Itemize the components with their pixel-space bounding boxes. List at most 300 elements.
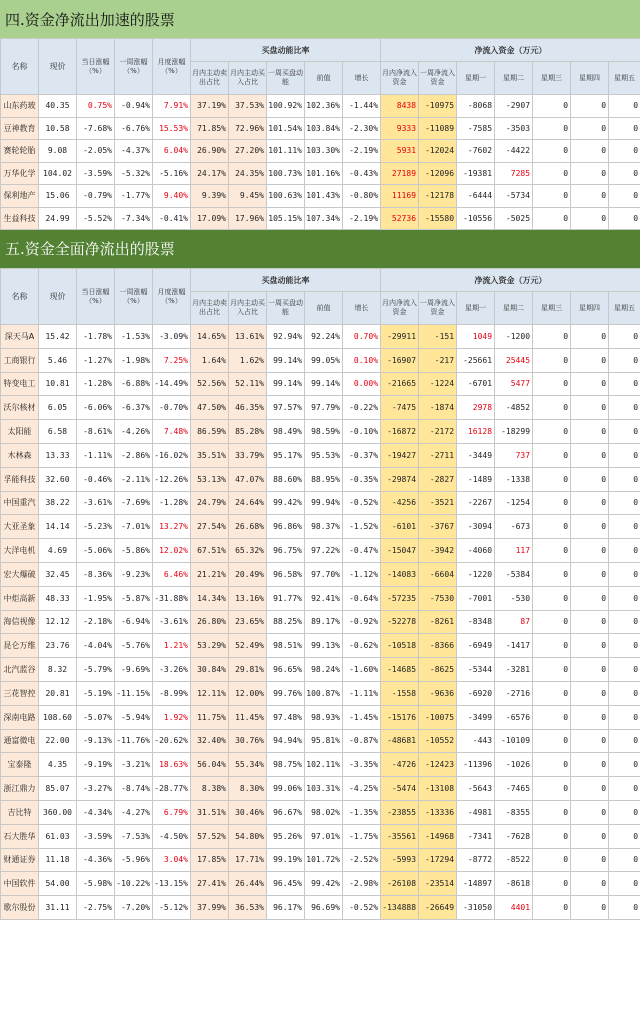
friday-flow-cell: 0 bbox=[609, 539, 640, 563]
wednesday-flow-cell: 0 bbox=[533, 396, 571, 420]
tuesday-flow-cell: -8618 bbox=[495, 872, 533, 896]
thursday-flow-cell: 0 bbox=[571, 539, 609, 563]
table-row bbox=[1, 515, 640, 539]
month-change-cell: 1.92% bbox=[153, 705, 191, 729]
monday-flow-cell: -8348 bbox=[457, 610, 495, 634]
growth-cell: -2.52% bbox=[343, 848, 381, 872]
growth-cell: -0.64% bbox=[343, 586, 381, 610]
month-sell-ratio-cell: 52.56% bbox=[191, 372, 229, 396]
friday-flow-cell: 0 bbox=[609, 325, 640, 349]
tuesday-flow-cell: -3281 bbox=[495, 658, 533, 682]
price-cell: 4.35 bbox=[39, 753, 77, 777]
month-inflow-cell: -26108 bbox=[381, 872, 419, 896]
month-change-cell: 6.46% bbox=[153, 562, 191, 586]
week-inflow-cell: -3942 bbox=[419, 539, 457, 563]
monday-flow-cell: -11396 bbox=[457, 753, 495, 777]
month-buy-ratio-cell: 9.45% bbox=[229, 185, 267, 208]
month-change-cell: 7.91% bbox=[153, 95, 191, 118]
monday-flow-cell: -4981 bbox=[457, 800, 495, 824]
week-change-cell: -11.15% bbox=[115, 681, 153, 705]
month-inflow-cell: 9333 bbox=[381, 117, 419, 140]
price-cell: 32.45 bbox=[39, 562, 77, 586]
wednesday-flow-cell: 0 bbox=[533, 539, 571, 563]
week-momentum-cell: 96.67% bbox=[267, 800, 305, 824]
week-momentum-cell: 97.57% bbox=[267, 396, 305, 420]
stock-name-cell: 海信视像 bbox=[1, 610, 39, 634]
month-buy-ratio-cell: 26.68% bbox=[229, 515, 267, 539]
week-inflow-cell: -2172 bbox=[419, 420, 457, 444]
month-inflow-cell: -5993 bbox=[381, 848, 419, 872]
stock-name-cell: 浙江鼎力 bbox=[1, 777, 39, 801]
monday-flow-cell: 16128 bbox=[457, 420, 495, 444]
thursday-flow-cell: 0 bbox=[571, 681, 609, 705]
friday-flow-cell: 0 bbox=[609, 348, 640, 372]
month-change-cell: 3.04% bbox=[153, 848, 191, 872]
month-buy-ratio-cell: 26.44% bbox=[229, 872, 267, 896]
growth-cell: -0.80% bbox=[343, 185, 381, 208]
prev-value-cell: 89.17% bbox=[305, 610, 343, 634]
day-change-cell: -1.95% bbox=[77, 586, 115, 610]
month-change-cell: -3.61% bbox=[153, 610, 191, 634]
wednesday-flow-cell: 0 bbox=[533, 896, 571, 920]
month-sell-ratio-cell: 27.54% bbox=[191, 515, 229, 539]
prev-value-cell: 98.37% bbox=[305, 515, 343, 539]
day-change-cell: -8.61% bbox=[77, 420, 115, 444]
day-change-cell: -4.36% bbox=[77, 848, 115, 872]
week-inflow-cell: -3521 bbox=[419, 491, 457, 515]
week-change-cell: -4.37% bbox=[115, 140, 153, 163]
month-sell-ratio-cell: 1.64% bbox=[191, 348, 229, 372]
month-sell-ratio-cell: 53.13% bbox=[191, 467, 229, 491]
col-wednesday: 星期三 bbox=[533, 292, 571, 325]
table-row bbox=[1, 586, 640, 610]
day-change-cell: -4.34% bbox=[77, 800, 115, 824]
prev-value-cell: 92.24% bbox=[305, 325, 343, 349]
week-momentum-cell: 94.94% bbox=[267, 729, 305, 753]
price-cell: 10.58 bbox=[39, 117, 77, 140]
week-inflow-cell: -8625 bbox=[419, 658, 457, 682]
wednesday-flow-cell: 0 bbox=[533, 372, 571, 396]
thursday-flow-cell: 0 bbox=[571, 610, 609, 634]
month-sell-ratio-cell: 32.40% bbox=[191, 729, 229, 753]
col-week-momentum: 一周买盘动能 bbox=[267, 292, 305, 325]
monday-flow-cell: -3094 bbox=[457, 515, 495, 539]
tuesday-flow-cell: 117 bbox=[495, 539, 533, 563]
prev-value-cell: 92.41% bbox=[305, 586, 343, 610]
wednesday-flow-cell: 0 bbox=[533, 325, 571, 349]
tuesday-flow-cell: -1026 bbox=[495, 753, 533, 777]
month-inflow-cell: -21665 bbox=[381, 372, 419, 396]
stock-name-cell: 万华化学 bbox=[1, 162, 39, 185]
thursday-flow-cell: 0 bbox=[571, 443, 609, 467]
buy-ratio-group-header: 买盘动能比率 bbox=[191, 269, 381, 292]
prev-value-cell: 102.36% bbox=[305, 95, 343, 118]
thursday-flow-cell: 0 bbox=[571, 729, 609, 753]
month-sell-ratio-cell: 71.85% bbox=[191, 117, 229, 140]
week-inflow-cell: -26649 bbox=[419, 896, 457, 920]
week-change-cell: -4.27% bbox=[115, 800, 153, 824]
growth-cell: -0.52% bbox=[343, 491, 381, 515]
table-row bbox=[1, 420, 640, 444]
price-cell: 15.06 bbox=[39, 185, 77, 208]
week-momentum-cell: 88.60% bbox=[267, 467, 305, 491]
growth-cell: -1.11% bbox=[343, 681, 381, 705]
stock-name-cell: 孚能科技 bbox=[1, 467, 39, 491]
table-row bbox=[1, 777, 640, 801]
monday-flow-cell: -6701 bbox=[457, 372, 495, 396]
table-row bbox=[1, 443, 640, 467]
week-change-cell: -6.37% bbox=[115, 396, 153, 420]
prev-value-cell: 101.72% bbox=[305, 848, 343, 872]
col-friday: 星期五 bbox=[609, 292, 640, 325]
friday-flow-cell: 0 bbox=[609, 185, 640, 208]
friday-flow-cell: 0 bbox=[609, 896, 640, 920]
price-cell: 31.11 bbox=[39, 896, 77, 920]
thursday-flow-cell: 0 bbox=[571, 753, 609, 777]
day-change-cell: -5.19% bbox=[77, 681, 115, 705]
day-change-cell: -3.59% bbox=[77, 824, 115, 848]
tuesday-flow-cell: -18299 bbox=[495, 420, 533, 444]
stock-name-cell: 中国软件 bbox=[1, 872, 39, 896]
week-change-cell: -5.76% bbox=[115, 634, 153, 658]
month-buy-ratio-cell: 85.28% bbox=[229, 420, 267, 444]
tuesday-flow-cell: -5025 bbox=[495, 207, 533, 230]
price-cell: 48.33 bbox=[39, 586, 77, 610]
table-row bbox=[1, 140, 640, 163]
week-momentum-cell: 99.76% bbox=[267, 681, 305, 705]
col-monday: 星期一 bbox=[457, 292, 495, 325]
month-change-cell: -5.12% bbox=[153, 896, 191, 920]
monday-flow-cell: -3499 bbox=[457, 705, 495, 729]
section2-body bbox=[1, 325, 640, 920]
wednesday-flow-cell: 0 bbox=[533, 348, 571, 372]
tuesday-flow-cell: -8355 bbox=[495, 800, 533, 824]
friday-flow-cell: 0 bbox=[609, 491, 640, 515]
week-inflow-cell: -6604 bbox=[419, 562, 457, 586]
tuesday-flow-cell: -2907 bbox=[495, 95, 533, 118]
col-week-momentum: 一周买盘动能 bbox=[267, 62, 305, 95]
price-cell: 9.08 bbox=[39, 140, 77, 163]
friday-flow-cell: 0 bbox=[609, 705, 640, 729]
friday-flow-cell: 0 bbox=[609, 872, 640, 896]
growth-cell: -3.35% bbox=[343, 753, 381, 777]
week-momentum-cell: 96.17% bbox=[267, 896, 305, 920]
tuesday-flow-cell: -1417 bbox=[495, 634, 533, 658]
month-sell-ratio-cell: 56.04% bbox=[191, 753, 229, 777]
stock-name-cell: 生益科技 bbox=[1, 207, 39, 230]
growth-cell: -0.22% bbox=[343, 396, 381, 420]
month-buy-ratio-cell: 72.96% bbox=[229, 117, 267, 140]
day-change-cell: -0.46% bbox=[77, 467, 115, 491]
month-buy-ratio-cell: 29.81% bbox=[229, 658, 267, 682]
day-change-cell: -5.06% bbox=[77, 539, 115, 563]
month-inflow-cell: -1558 bbox=[381, 681, 419, 705]
stock-name-cell: 保利地产 bbox=[1, 185, 39, 208]
stock-name-cell: 深天马A bbox=[1, 325, 39, 349]
day-change-cell: -3.59% bbox=[77, 162, 115, 185]
week-momentum-cell: 95.26% bbox=[267, 824, 305, 848]
growth-cell: 0.00% bbox=[343, 372, 381, 396]
month-buy-ratio-cell: 54.80% bbox=[229, 824, 267, 848]
prev-value-cell: 98.59% bbox=[305, 420, 343, 444]
table-row bbox=[1, 207, 640, 230]
prev-value-cell: 107.34% bbox=[305, 207, 343, 230]
price-cell: 20.81 bbox=[39, 681, 77, 705]
growth-cell: -2.19% bbox=[343, 207, 381, 230]
month-inflow-cell: -16907 bbox=[381, 348, 419, 372]
day-change-cell: -2.75% bbox=[77, 896, 115, 920]
prev-value-cell: 102.11% bbox=[305, 753, 343, 777]
stock-name-cell: 山东药玻 bbox=[1, 95, 39, 118]
monday-flow-cell: -19381 bbox=[457, 162, 495, 185]
thursday-flow-cell: 0 bbox=[571, 848, 609, 872]
price-cell: 5.46 bbox=[39, 348, 77, 372]
month-change-cell: 9.40% bbox=[153, 185, 191, 208]
day-change-cell: -2.05% bbox=[77, 140, 115, 163]
growth-cell: -0.87% bbox=[343, 729, 381, 753]
monday-flow-cell: -8068 bbox=[457, 95, 495, 118]
week-momentum-cell: 101.11% bbox=[267, 140, 305, 163]
week-inflow-cell: -1224 bbox=[419, 372, 457, 396]
month-sell-ratio-cell: 17.09% bbox=[191, 207, 229, 230]
price-cell: 24.99 bbox=[39, 207, 77, 230]
wednesday-flow-cell: 0 bbox=[533, 872, 571, 896]
week-inflow-cell: -1874 bbox=[419, 396, 457, 420]
thursday-flow-cell: 0 bbox=[571, 420, 609, 444]
week-momentum-cell: 105.15% bbox=[267, 207, 305, 230]
prev-value-cell: 103.30% bbox=[305, 140, 343, 163]
month-inflow-cell: -10518 bbox=[381, 634, 419, 658]
week-inflow-cell: -17294 bbox=[419, 848, 457, 872]
stock-name-cell: 吉比特 bbox=[1, 800, 39, 824]
price-cell: 360.00 bbox=[39, 800, 77, 824]
month-inflow-cell: -4256 bbox=[381, 491, 419, 515]
thursday-flow-cell: 0 bbox=[571, 634, 609, 658]
col-week-inflow: 一周净流入资金 bbox=[419, 62, 457, 95]
tuesday-flow-cell: -1254 bbox=[495, 491, 533, 515]
week-inflow-cell: -217 bbox=[419, 348, 457, 372]
growth-cell: -1.45% bbox=[343, 705, 381, 729]
growth-cell: 0.10% bbox=[343, 348, 381, 372]
week-momentum-cell: 99.14% bbox=[267, 372, 305, 396]
friday-flow-cell: 0 bbox=[609, 372, 640, 396]
col-thursday: 星期四 bbox=[571, 62, 609, 95]
week-change-cell: -5.87% bbox=[115, 586, 153, 610]
monday-flow-cell: -10556 bbox=[457, 207, 495, 230]
month-change-cell: 12.02% bbox=[153, 539, 191, 563]
month-inflow-cell: 52736 bbox=[381, 207, 419, 230]
week-inflow-cell: -23514 bbox=[419, 872, 457, 896]
wednesday-flow-cell: 0 bbox=[533, 777, 571, 801]
table-row bbox=[1, 95, 640, 118]
price-cell: 38.22 bbox=[39, 491, 77, 515]
thursday-flow-cell: 0 bbox=[571, 117, 609, 140]
thursday-flow-cell: 0 bbox=[571, 586, 609, 610]
friday-flow-cell: 0 bbox=[609, 140, 640, 163]
stock-name-cell: 豆神教育 bbox=[1, 117, 39, 140]
thursday-flow-cell: 0 bbox=[571, 348, 609, 372]
monday-flow-cell: -14897 bbox=[457, 872, 495, 896]
month-change-cell: -5.16% bbox=[153, 162, 191, 185]
month-sell-ratio-cell: 30.84% bbox=[191, 658, 229, 682]
month-inflow-cell: -23855 bbox=[381, 800, 419, 824]
col-month-sell-ratio: 月内主动卖出占比 bbox=[191, 292, 229, 325]
section1-title: 四.资金净流出加速的股票 bbox=[0, 0, 640, 38]
week-inflow-cell: -2827 bbox=[419, 467, 457, 491]
month-inflow-cell: -19427 bbox=[381, 443, 419, 467]
week-change-cell: -0.94% bbox=[115, 95, 153, 118]
thursday-flow-cell: 0 bbox=[571, 562, 609, 586]
week-inflow-cell: -13336 bbox=[419, 800, 457, 824]
monday-flow-cell: -3449 bbox=[457, 443, 495, 467]
thursday-flow-cell: 0 bbox=[571, 896, 609, 920]
price-cell: 10.81 bbox=[39, 372, 77, 396]
week-change-cell: -1.77% bbox=[115, 185, 153, 208]
friday-flow-cell: 0 bbox=[609, 681, 640, 705]
tuesday-flow-cell: -5384 bbox=[495, 562, 533, 586]
month-sell-ratio-cell: 12.11% bbox=[191, 681, 229, 705]
month-change-cell: -4.50% bbox=[153, 824, 191, 848]
stock-name-cell: 太阳能 bbox=[1, 420, 39, 444]
week-momentum-cell: 99.06% bbox=[267, 777, 305, 801]
tuesday-flow-cell: 4401 bbox=[495, 896, 533, 920]
day-change-cell: -1.27% bbox=[77, 348, 115, 372]
wednesday-flow-cell: 0 bbox=[533, 610, 571, 634]
friday-flow-cell: 0 bbox=[609, 95, 640, 118]
table-row bbox=[1, 658, 640, 682]
week-change-cell: -5.96% bbox=[115, 848, 153, 872]
table-row bbox=[1, 185, 640, 208]
thursday-flow-cell: 0 bbox=[571, 658, 609, 682]
month-sell-ratio-cell: 8.38% bbox=[191, 777, 229, 801]
month-change-cell: 15.53% bbox=[153, 117, 191, 140]
col-week-change: 一周涨幅（%） bbox=[115, 39, 153, 95]
month-inflow-cell: -35561 bbox=[381, 824, 419, 848]
month-buy-ratio-cell: 24.64% bbox=[229, 491, 267, 515]
month-buy-ratio-cell: 33.79% bbox=[229, 443, 267, 467]
month-buy-ratio-cell: 46.35% bbox=[229, 396, 267, 420]
price-cell: 85.07 bbox=[39, 777, 77, 801]
month-sell-ratio-cell: 57.52% bbox=[191, 824, 229, 848]
net-inflow-group-header: 净流入资金（万元） bbox=[381, 269, 640, 292]
month-sell-ratio-cell: 14.65% bbox=[191, 325, 229, 349]
friday-flow-cell: 0 bbox=[609, 562, 640, 586]
table-row bbox=[1, 800, 640, 824]
month-change-cell: -1.28% bbox=[153, 491, 191, 515]
week-momentum-cell: 88.25% bbox=[267, 610, 305, 634]
prev-value-cell: 98.02% bbox=[305, 800, 343, 824]
col-tuesday: 星期二 bbox=[495, 62, 533, 95]
thursday-flow-cell: 0 bbox=[571, 396, 609, 420]
week-momentum-cell: 99.19% bbox=[267, 848, 305, 872]
month-sell-ratio-cell: 27.41% bbox=[191, 872, 229, 896]
month-inflow-cell: -14083 bbox=[381, 562, 419, 586]
price-cell: 61.03 bbox=[39, 824, 77, 848]
month-sell-ratio-cell: 9.39% bbox=[191, 185, 229, 208]
section1-body bbox=[1, 95, 640, 230]
month-change-cell: 6.04% bbox=[153, 140, 191, 163]
month-inflow-cell: -57235 bbox=[381, 586, 419, 610]
growth-cell: -0.47% bbox=[343, 539, 381, 563]
month-inflow-cell: -7475 bbox=[381, 396, 419, 420]
prev-value-cell: 97.70% bbox=[305, 562, 343, 586]
monday-flow-cell: -5344 bbox=[457, 658, 495, 682]
friday-flow-cell: 0 bbox=[609, 515, 640, 539]
friday-flow-cell: 0 bbox=[609, 586, 640, 610]
month-buy-ratio-cell: 47.07% bbox=[229, 467, 267, 491]
month-change-cell: -28.77% bbox=[153, 777, 191, 801]
month-buy-ratio-cell: 8.30% bbox=[229, 777, 267, 801]
month-change-cell: -16.02% bbox=[153, 443, 191, 467]
growth-cell: -1.12% bbox=[343, 562, 381, 586]
prev-value-cell: 101.16% bbox=[305, 162, 343, 185]
week-change-cell: -1.53% bbox=[115, 325, 153, 349]
week-change-cell: -4.26% bbox=[115, 420, 153, 444]
prev-value-cell: 96.69% bbox=[305, 896, 343, 920]
prev-value-cell: 99.94% bbox=[305, 491, 343, 515]
tuesday-flow-cell: -4422 bbox=[495, 140, 533, 163]
month-buy-ratio-cell: 11.45% bbox=[229, 705, 267, 729]
prev-value-cell: 100.87% bbox=[305, 681, 343, 705]
table-row bbox=[1, 681, 640, 705]
growth-cell: -2.98% bbox=[343, 872, 381, 896]
growth-cell: -0.62% bbox=[343, 634, 381, 658]
prev-value-cell: 97.79% bbox=[305, 396, 343, 420]
month-sell-ratio-cell: 11.75% bbox=[191, 705, 229, 729]
day-change-cell: -3.27% bbox=[77, 777, 115, 801]
month-inflow-cell: -29874 bbox=[381, 467, 419, 491]
stock-name-cell: 宝泰隆 bbox=[1, 753, 39, 777]
month-buy-ratio-cell: 1.62% bbox=[229, 348, 267, 372]
monday-flow-cell: -443 bbox=[457, 729, 495, 753]
tuesday-flow-cell: -7628 bbox=[495, 824, 533, 848]
month-inflow-cell: -4726 bbox=[381, 753, 419, 777]
month-sell-ratio-cell: 17.85% bbox=[191, 848, 229, 872]
stock-name-cell: 宏大爆破 bbox=[1, 562, 39, 586]
col-prev-value: 前值 bbox=[305, 62, 343, 95]
table-row bbox=[1, 491, 640, 515]
col-month-change: 月度涨幅（%） bbox=[153, 39, 191, 95]
friday-flow-cell: 0 bbox=[609, 824, 640, 848]
wednesday-flow-cell: 0 bbox=[533, 586, 571, 610]
col-month-buy-ratio: 月内主动买入占比 bbox=[229, 292, 267, 325]
week-momentum-cell: 95.17% bbox=[267, 443, 305, 467]
friday-flow-cell: 0 bbox=[609, 396, 640, 420]
price-cell: 4.69 bbox=[39, 539, 77, 563]
week-inflow-cell: -10975 bbox=[419, 95, 457, 118]
col-thursday: 星期四 bbox=[571, 292, 609, 325]
growth-cell: -2.30% bbox=[343, 117, 381, 140]
tuesday-flow-cell: -530 bbox=[495, 586, 533, 610]
stock-name-cell: 中国重汽 bbox=[1, 491, 39, 515]
day-change-cell: -1.78% bbox=[77, 325, 115, 349]
tuesday-flow-cell: 87 bbox=[495, 610, 533, 634]
stock-name-cell: 木林森 bbox=[1, 443, 39, 467]
thursday-flow-cell: 0 bbox=[571, 162, 609, 185]
day-change-cell: -1.11% bbox=[77, 443, 115, 467]
month-sell-ratio-cell: 47.50% bbox=[191, 396, 229, 420]
month-buy-ratio-cell: 20.49% bbox=[229, 562, 267, 586]
day-change-cell: -5.79% bbox=[77, 658, 115, 682]
growth-cell: -1.35% bbox=[343, 800, 381, 824]
week-inflow-cell: -12096 bbox=[419, 162, 457, 185]
week-momentum-cell: 99.14% bbox=[267, 348, 305, 372]
month-change-cell: -8.99% bbox=[153, 681, 191, 705]
growth-cell: -1.75% bbox=[343, 824, 381, 848]
day-change-cell: 0.75% bbox=[77, 95, 115, 118]
monday-flow-cell: -2267 bbox=[457, 491, 495, 515]
stock-name-cell: 三花智控 bbox=[1, 681, 39, 705]
